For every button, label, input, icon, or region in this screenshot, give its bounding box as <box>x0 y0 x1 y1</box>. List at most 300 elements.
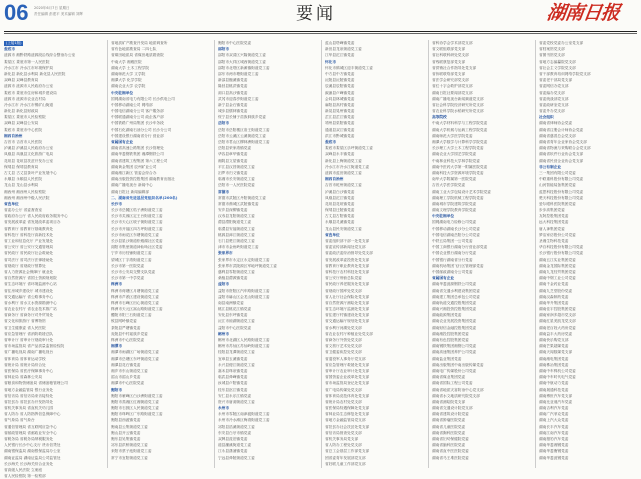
list-item: 湖南吉利汽车党委 <box>539 406 569 411</box>
section-heading: 湘西自治州 <box>4 133 23 138</box>
list-item: 湖南省民营企业协会党支部 <box>539 158 584 163</box>
list-item: 邵东市两市塘街道党工委 <box>218 71 259 76</box>
section-heading: 湘潭市 <box>111 344 123 349</box>
section-heading: 岳阳市 <box>218 121 230 126</box>
list-item: 省煤田地质局 省煤田地质勘查院 <box>111 53 164 58</box>
list-item: 省总工会基层工作部党支部 <box>325 449 370 454</box>
list-item: 永州市零陵区南津渡街道党工委 <box>218 412 270 417</box>
list-item: 蓝思科技股份有限公司党委 <box>539 189 584 194</box>
list-item: 湖南广播电视台新闻频道党支部 <box>432 96 484 101</box>
list-item: 城步县儒林镇党委 <box>218 109 248 114</box>
text-column <box>325 40 423 470</box>
list-item: 省粮食和物资储备局 省储备粮管理公司 <box>4 381 68 386</box>
list-item: 双峰县 双峰县教育局 <box>4 78 39 83</box>
list-item: 长沙市天心区坡子街街道党工委 <box>111 220 163 225</box>
list-item: 湖南有色控股集团党委 <box>432 338 469 342</box>
list-item: 省林业局生态修复处党支部 <box>325 412 370 417</box>
list-item: 湖南快乐购党支部 <box>539 338 569 342</box>
list-item: 桂东县沤江镇党委 <box>218 387 248 392</box>
text-column <box>218 40 316 470</box>
list-item: 湖南家润多超市党支部 <box>539 313 576 318</box>
list-item: 湘潭县花石镇党委 <box>111 362 141 367</box>
list-item: 望城区丁字湾街道党工委 <box>111 257 152 262</box>
list-item: 湖南省律师协会党委 <box>539 121 573 126</box>
list-item: 长沙市岳麓区桔子洲街道党工委 <box>111 208 163 213</box>
list-item: 湖南省高速公路集团 长沙管理处 <box>111 146 164 151</box>
list-item: 湖南上汽大众党委 <box>539 418 569 423</box>
section-heading: 娄底市 <box>4 47 16 52</box>
list-item: 中国电信湖南分公司 客户服务部 <box>111 109 164 114</box>
list-item: 湖南江南汽车党委 <box>539 430 569 435</box>
list-item: 湖南千金药业党委 <box>539 282 569 287</box>
list-item: 省发展改革委 省发展改革委项目办 <box>4 220 61 225</box>
list-item: 郴州市北湖区人民路街道党工委 <box>218 338 270 342</box>
list-item: 衡阳市石鼓区人民街道党工委 <box>111 406 159 411</box>
list-item: 汨罗市归义镇党委 <box>218 170 248 175</box>
list-item: 长沙海关 长沙海关综合业务处 <box>4 461 54 466</box>
list-item: 常宁市宜阳街道党工委 <box>111 455 148 460</box>
list-item: 湖南高速集团养护公司党委 <box>432 350 477 355</box>
list-item: 省委组织部干部一处党支部 <box>325 239 370 243</box>
list-item: 三一集团有限公司党委 <box>539 170 576 175</box>
list-item: 益阳市赫山区会龙山街道党工委 <box>218 294 270 299</box>
header-rule-thin <box>4 33 637 34</box>
list-item: 桃江县桃花江镇党委 <box>218 307 252 312</box>
list-item: 湖南证监局 湖南证监局公司监管处 <box>4 455 61 460</box>
list-item: 省文化和旅游厅 省博物馆 <box>4 319 46 324</box>
list-item: 省科技厅农村科技处党支部 <box>325 269 370 274</box>
list-item: 湖南省肿瘤医院党委 <box>432 418 466 423</box>
list-item: 省气象局 省气象台 <box>4 418 35 423</box>
section-heading: 省属国有企业 <box>432 276 455 281</box>
list-item: 沅陵县沅陵镇党委 <box>325 78 355 83</box>
list-item: 湘潭市雨湖区广场街道党工委 <box>111 350 159 355</box>
list-item: 湖南广播电视台 新闻中心 <box>111 183 153 188</box>
section-heading: 娄底市 <box>325 140 337 144</box>
list-item: 湖南大学机械与运载工程学院党委 <box>432 127 488 132</box>
section-heading: 郴州市 <box>218 331 230 336</box>
list-item: 麻阳县高村镇党委 <box>325 102 355 107</box>
list-item: 娄星区 娄底市第一人民医院 <box>4 59 50 64</box>
text-column <box>539 40 637 470</box>
list-item: 汉寿县龙阳街道党工委 <box>218 214 255 219</box>
list-item: 常德市鼎城区武陵镇党委 <box>218 201 259 206</box>
section-heading: 省直单位 <box>4 201 19 206</box>
list-item: 靖州县渠阳镇党委 <box>325 121 355 126</box>
list-item: 湖南师范大学医学院党委 <box>432 133 473 138</box>
list-item: 洪江市黔城镇党委 <box>325 133 355 138</box>
list-item: 涟源市 湘黔铁路涟源段沿线综合整治办公室 <box>4 53 76 58</box>
date-line: 2020年6月7日 星期日 <box>34 6 70 10</box>
list-item: 省红十字会救护部党支部 <box>432 84 473 89</box>
list-item: 唐人神集团党委 <box>539 226 565 231</box>
list-item: 湖南农业发展投资集团党委 <box>432 319 477 324</box>
list-item: 湖南省慈善总会党支部 <box>539 133 576 138</box>
list-item: 湖南芒果超媒党委 <box>539 344 569 349</box>
list-item: 省信访局 省信访局来访接待处 <box>4 393 54 398</box>
list-item: 省应急管理厅 省消防救援总队 <box>4 331 54 336</box>
list-item: 双峰县 双峰县公安局 <box>4 121 39 126</box>
list-item: 武冈市迎春亭街道党工委 <box>218 96 259 101</box>
list-item: 省医保局 省医疗保障事务中心 <box>4 368 54 373</box>
list-item: 湖南华升集团党委 <box>539 300 569 305</box>
list-item: 双峰县永丰镇党委 <box>325 152 355 157</box>
list-item: 省退役军人事务厅党支部 <box>325 356 366 361</box>
list-item: 湖南五江实业集团党委 <box>539 257 576 262</box>
list-item: 省卫生健康委 省人民医院 <box>4 325 46 330</box>
list-item: 中联重科股份有限公司党委 <box>539 177 584 182</box>
list-item: 友阿控股集团党委 <box>539 214 569 219</box>
list-item: 湖南省建筑工程集团 第六工程公司 <box>111 158 168 163</box>
section-heading: 常德市 <box>218 189 230 194</box>
list-item: 省农业农村厅种植业处党支部 <box>325 331 373 336</box>
list-item: 湖南黄金集团 辰州矿业公司 <box>111 164 157 169</box>
list-item: 涟源市 涟源市农业农村局 <box>4 96 46 101</box>
list-item: 衡阳市中心医院党委 <box>218 41 252 45</box>
list-item: 省住建厅村镇建设处党支部 <box>325 313 370 318</box>
continued-tag: (上接1版) <box>6 41 22 45</box>
list-item: 省科技厅 省科技厅高新技术处 <box>4 232 54 237</box>
list-item: 长沙市雨花区东塘街道党工委 <box>111 232 159 237</box>
list-item: 湖南省交通设计院党支部 <box>432 406 473 411</box>
list-item: 湖南省直中医医院党委 <box>432 449 469 454</box>
list-item: 岳阳市岳阳楼区洛王街道党工委 <box>218 127 270 132</box>
list-item: 省工业和信息化厅 产业发展处 <box>4 239 54 243</box>
list-item: 省图书馆党支部 <box>539 53 565 58</box>
list-item: 嘉禾县珠泉镇党委 <box>218 368 248 373</box>
list-item: 楚天科技股份有限公司党委 <box>539 195 584 200</box>
list-item: 湖南建工集团总承包公司党委 <box>432 294 480 299</box>
list-item: 省地方金融监管局 银行业务处 <box>4 387 54 392</box>
list-item: 湖南科技大学资源环境学院党委 <box>432 170 484 175</box>
list-item: 湘潭市岳塘区东坪街道党工委 <box>111 356 159 361</box>
list-item: 衡阳市珠晖区广东路街道党工委 <box>111 412 163 417</box>
list-item: 湖南博世汽车党支部 <box>539 393 573 398</box>
list-item: 津市市金鱼岭街道党工委 <box>218 245 259 250</box>
list-item: 省妇联儿童工作部党支部 <box>325 461 366 466</box>
list-item: 邵阳市北塔区新滩镇街道党工委 <box>218 65 270 70</box>
list-item: 省广电局传媒处党支部 <box>325 387 362 392</box>
list-item: 省文联组联部党支部 <box>432 47 466 52</box>
list-item: 凤凰县 凤凰县文化旅游广电局 <box>4 152 54 157</box>
list-item: 临武县舜峰镇党委 <box>218 375 248 380</box>
list-item: 省财政厅国库处党支部 <box>325 288 362 293</box>
list-item: 湖南汉森制药党委 <box>539 294 569 299</box>
list-item: 益阳市中心医院党委 <box>218 325 252 330</box>
list-item: 平江县汉昌街道党工委 <box>218 164 255 169</box>
list-item: 湖南益丰大药房党委 <box>539 331 573 336</box>
list-item: 湖南日报社 新闻编辑部 <box>111 189 150 194</box>
list-item: 新田县龙泉街道党工委 <box>325 47 362 52</box>
list-item: 省公安厅 省公安厅交通管理局 <box>4 245 54 250</box>
list-item: 会同县林城镇党委 <box>325 96 355 101</box>
list-item: 石门县楚江街道党工委 <box>218 239 255 243</box>
list-item: 长沙银行股份有限公司党委 <box>539 251 584 256</box>
list-item: 中国石化湖南石油分公司 长沙分公司 <box>111 127 172 132</box>
list-item: 株洲市石峰区田心街道党工委 <box>111 300 159 305</box>
list-item: 江永县潇浦镇党委 <box>218 449 248 454</box>
list-item: 华容县章华镇党委 <box>218 152 248 157</box>
list-item: 江华县沱江镇党委 <box>325 53 355 58</box>
column-divider <box>428 40 429 468</box>
list-item: 省社科联科研处党支部 <box>432 53 469 58</box>
list-item: 湖南省软件行业协会党支部 <box>539 152 584 157</box>
list-item: 株洲市天元区嵩山路街道党工委 <box>111 307 163 312</box>
list-item: 湘西州 湘西州人民检察院 <box>4 189 46 194</box>
list-item: 长沙县星沙街道松雅湖社区党委 <box>111 239 163 243</box>
list-item: 临澧县安福街道党工委 <box>218 226 255 231</box>
list-item: 华自科技股份有限公司党委 <box>539 245 584 250</box>
list-item: 省广播电视局 湖南广播电视台 <box>4 350 54 355</box>
list-item: 耒阳市蔡子池街道党工委 <box>111 449 152 454</box>
list-item: 通道县双江镇党委 <box>325 127 355 132</box>
list-item: 湖南电广传媒股份公司党委 <box>432 368 477 373</box>
section-heading: 高等院校 <box>432 115 447 120</box>
list-item: 新化县上梅街道党工委 <box>325 158 362 163</box>
list-item: 衡阳市蒸湘区红湘街道党工委 <box>111 399 159 404</box>
list-item: 湖南省水文地质研究院党支部 <box>432 393 480 398</box>
list-item: 祁阳县浯溪街道党工委 <box>218 424 255 429</box>
list-item: 湖南出版投资控股集团 湖南教育出版社 <box>111 177 175 182</box>
section-heading: 衡阳市 <box>111 387 123 392</box>
list-item: 益阳市资阳区汽车路街道党工委 <box>218 288 270 293</box>
list-item: 省机关事务局党支部 <box>325 437 359 441</box>
list-item: 省社会主义学院党支部 <box>539 65 576 70</box>
list-item: 娄底市娄星区乐坪街道党工委 <box>325 146 373 151</box>
list-item: 省国资委企业改革处党支部 <box>325 375 370 380</box>
list-item: 省教育厅职业教育处党支部 <box>325 263 370 268</box>
list-item: 省农业农村厅 省农业技术推广站 <box>4 307 57 312</box>
list-item: 长沙市公安局交警支队党委 <box>111 269 156 274</box>
list-item: 圣湘生物科技党委 <box>539 239 569 243</box>
list-item: 韶山市韶山乡党委 <box>111 375 141 380</box>
list-item: 岳阳市云溪区云溪街道党工委 <box>218 133 266 138</box>
list-item: 湖南农业大学 农学院 <box>111 84 146 89</box>
column-divider <box>107 40 108 468</box>
list-item: 湖南钢铁集团湘钢公司党委 <box>432 344 477 349</box>
list-item: 省商务厅外资处党支部 <box>325 338 362 342</box>
list-item: 省发展改革委投资处党支部 <box>325 257 370 262</box>
section-heading: 湘西自治州 <box>325 177 344 182</box>
list-item: 湖南轨道交通控股集团党委 <box>432 300 477 305</box>
list-item: 梦洁家纺股份公司党委 <box>539 232 576 237</box>
section-heading: 怀化市 <box>325 59 337 64</box>
list-item: 省生态环境厅监测处党支部 <box>325 307 370 312</box>
list-item: 衡南县云集街道党工委 <box>111 424 148 429</box>
list-item: 郴州市苏仙区苏仙岭街道党工委 <box>218 344 270 349</box>
list-item: 省信访局督查处党支部 <box>325 430 362 435</box>
list-item: 省委政研室党支部 <box>539 102 569 107</box>
list-item: 湖南机场集团飞行区管理部党委 <box>432 263 484 268</box>
list-item: 张家界市永定区永定街道党工委 <box>218 257 270 262</box>
list-item: 龙山县民安街道党工委 <box>325 226 362 231</box>
list-item: 安乡县深柳镇党委 <box>218 208 248 213</box>
list-item: 娄星区 娄底市人民检察院 <box>4 115 46 120</box>
list-item: 湘阴县文星镇党委 <box>218 158 248 163</box>
list-item: 长沙市第一医院党委 <box>111 263 145 268</box>
list-item: 省医保局待遇保障处党支部 <box>325 406 370 411</box>
list-item: 凤凰县沱江镇党委 <box>325 195 355 200</box>
list-item: 湖南省测绘院党支部 <box>432 399 466 404</box>
list-item: 永顺县 永顺县人民医院 <box>4 177 43 182</box>
list-item: 湖南省胸科医院党委 <box>432 430 466 435</box>
list-item: 省科协学会学术部党支部 <box>432 41 473 45</box>
list-item: 省委编办党支部 <box>539 90 565 95</box>
list-item: 娄底市 娄底市中心医院 <box>4 127 43 132</box>
section-heading: 益阳市 <box>218 282 230 287</box>
list-item: 湖南广汽菲克党委 <box>539 412 569 417</box>
list-item: 湖南比亚迪汽车党委 <box>539 399 573 404</box>
list-item: 岳阳县荣家湾镇党委 <box>218 146 252 151</box>
list-item: 省机关事务局 省直机关幼儿园 <box>4 406 54 411</box>
section-heading: 省直单位 <box>325 232 340 237</box>
list-item: 山河智能装备集团党委 <box>539 183 576 188</box>
list-item: 湖南省青年企业家协会党支部 <box>539 140 587 144</box>
list-item: 株洲市芦淞区建设街道党工委 <box>111 294 159 299</box>
list-item: 湖南华菱钢铁集团 湘潭钢铁公司 <box>111 152 164 157</box>
list-item: 湖南银保监局 湖南银保监局办公室 <box>4 449 61 454</box>
list-item: 泸溪县白沙镇党委 <box>325 189 355 194</box>
list-item: 省侨联联络部党支部 <box>432 71 466 76</box>
list-item: 湖南省儿童医院党委 <box>432 424 466 429</box>
list-item: 国网湖南省电力有限公司 长沙供电公司 <box>111 96 175 101</box>
list-item: 中国建设银行湖南省分行 营业部 <box>111 133 164 138</box>
list-item: 中国工商银行湖南分行营业部党委 <box>432 245 488 250</box>
list-item: 桃源县漳江街道党工委 <box>218 232 255 237</box>
list-item: 古丈县 古丈县茶叶产业发展中心 <box>4 170 57 175</box>
list-item: 保靖县 保靖县教育局 <box>4 164 39 169</box>
list-item: 中国农业银行湖南分行党委 <box>432 251 477 256</box>
list-item: 湖南省交通水利建设集团党委 <box>432 288 480 293</box>
list-item: 娄底市 娄底市住房和城乡建设局 <box>4 90 57 95</box>
list-item: 省住房城乡建设厅 城市建设处 <box>4 288 54 293</box>
list-item: 永州市冷水滩区梅湾街道党工委 <box>218 418 270 423</box>
list-item: 安化县东坪镇党委 <box>218 313 248 318</box>
list-item: 湖南中医药大学第一附属医院党委 <box>432 164 488 169</box>
list-item: 湖南师范大学 文学院 <box>111 71 146 76</box>
editor-line: 责任编辑 彭建平 美术编辑 刘辉 <box>34 12 83 16</box>
list-item: 资兴市唐洞街道党工委 <box>218 399 255 404</box>
list-item: 吉首大学医学院党委 <box>432 183 466 188</box>
list-item: 炎陵县中村瑶族乡党委 <box>111 331 148 336</box>
list-item: 湖南湘电集团党委 <box>539 356 569 361</box>
list-item: 涟源市 涟源市人民政府办公室 <box>4 84 54 89</box>
list-item: 湖南老百姓大药房党委 <box>539 325 576 330</box>
list-item: 宁乡市历经铺街道党工委 <box>111 251 152 256</box>
list-item: 湖南华菱湘钢党委 <box>539 443 569 448</box>
list-item: 省审计厅农业审计处党支部 <box>325 368 370 373</box>
list-item: 新化县 新化县财政局 <box>4 109 39 114</box>
list-item: 新晃县晃州镇党委 <box>325 109 355 114</box>
list-item: 湖南九龙经贸集团党委 <box>539 269 576 274</box>
list-item: 新化县 新化县水利局 新化县人民医院 <box>4 71 66 76</box>
list-item: 长沙市开福区四方坪街道党工委 <box>111 226 163 231</box>
list-item: 省人社厅社会保险处党支部 <box>325 294 370 299</box>
list-item: 长沙理工大学土木工程学院党委 <box>432 146 484 151</box>
list-item: 保靖县迁陵镇党委 <box>325 208 355 213</box>
list-item: 湖南省地质灾害防治中心党支部 <box>432 387 484 392</box>
list-item: 湖南城市学院建筑学院党委 <box>432 201 477 206</box>
list-item: 慈利县零阳街道党工委 <box>218 269 255 274</box>
section-heading: 株洲市 <box>111 282 123 287</box>
list-item: 衡东县吴集镇党委 <box>111 437 141 441</box>
list-item: 中国联通湖南分公司 政企客户部 <box>111 115 164 120</box>
list-item: 湖南天闻数媒党支部 <box>539 350 573 355</box>
list-item: 湖南省煤业集团党委 <box>432 375 466 380</box>
list-item: 邵阳市双清区兴隆街道党工委 <box>218 53 266 58</box>
list-item: 湖南长丰汽车党委 <box>539 424 569 429</box>
list-item: 省委宣传部新闻处党支部 <box>325 245 366 250</box>
list-item: 湖南文理学院教育学院党委 <box>432 208 477 213</box>
list-item: 省邮政管理局 省邮政业安全中心 <box>4 430 57 435</box>
list-item: 衡阳县西渡镇党委 <box>111 418 141 423</box>
list-item: 湖南湘投控股集团党委 <box>432 331 469 336</box>
list-item: 湖南省注册会计师协会党委 <box>539 127 584 132</box>
list-item: 省公安厅刑侦总队党委 <box>325 276 362 281</box>
list-item: 省民政厅养老服务处党支部 <box>325 282 370 287</box>
list-item: 省干部教育培训网络学院党支部 <box>539 71 591 76</box>
list-item: 中国移动湖南公司 网络部 <box>111 102 153 107</box>
list-item: 省教育厅 省教育厅基础教育处 <box>4 226 54 231</box>
list-item: 省委党校党委办公室党支部 <box>539 41 584 45</box>
list-item: 省委网信办党支部 <box>539 84 569 89</box>
list-item: 湖南中烟工业公司党委 <box>539 276 576 281</box>
list-item: 湖南省脑科医院党委 <box>432 443 466 448</box>
list-item: 湖南出版集团中南出版传媒党委 <box>432 362 484 367</box>
list-item: 省体育局竞技体育处党支部 <box>325 393 370 398</box>
list-item: 怀化市鹤城区迎丰街道党工委 <box>325 65 373 70</box>
list-item: 沅江市琼湖街道党工委 <box>218 319 255 324</box>
list-item: 永兴县便江街道党工委 <box>218 362 255 367</box>
section-heading: 非公有制企业 <box>539 164 562 169</box>
list-item: 涟源市蓝田街道党工委 <box>325 170 362 175</box>
column-divider <box>535 40 536 468</box>
list-item: 绥宁县长铺子苗族侗族乡党委 <box>218 115 266 120</box>
list-item: 南县南洲镇党委 <box>218 300 244 305</box>
list-item: 花垣县花垣镇党委 <box>325 201 355 206</box>
list-item: 新邵县酿溪镇党委 <box>218 78 248 83</box>
list-item: 团省委青年发展部党支部 <box>325 455 366 460</box>
list-item: 湖南农业大学园艺学院党委 <box>432 152 477 157</box>
list-item: 省水利厅河湖处党支部 <box>325 325 362 330</box>
list-item: 湖南兴湘投资控股集团党委 <box>432 307 477 312</box>
list-item: 湖南日报社要闻部党支部 <box>432 90 473 95</box>
header-rule <box>4 31 637 32</box>
list-item: 泸溪县 泸溪县人民政府办公室 <box>4 146 54 151</box>
list-item: 安仁县永乐江镇党委 <box>218 393 252 398</box>
list-item: 花垣县 花垣县扶贫开发办公室 <box>4 158 54 163</box>
text-column <box>432 40 530 470</box>
list-item: 醴陵市阳三石街道党工委 <box>111 313 152 318</box>
list-item: 省税务局 省税务局纳税服务处 <box>4 437 54 441</box>
list-item: 省社会科学院经济研究所党支部 <box>432 102 484 107</box>
list-item: 中国银行湖南省分行党委 <box>432 257 473 262</box>
list-item: 冷水江市 冷水江市环境保护局 <box>4 65 54 70</box>
list-item: 省通信管理局 省互联网应急中心 <box>4 424 57 429</box>
masthead <box>0 0 641 40</box>
list-item: 湖南省物流与采购联合会党支部 <box>539 146 591 151</box>
list-item: 洞口县高沙镇党委 <box>218 90 248 95</box>
list-item: 宜章县玉溪镇党委 <box>218 356 248 361</box>
list-item: 省生态环境厅 省环境监测中心站 <box>4 282 57 287</box>
list-item: 宁远县舜陵街道党工委 <box>218 455 255 460</box>
section-heading: 中央驻湘单位 <box>432 214 455 219</box>
list-item: 湖南盐业集团党委 <box>432 356 462 361</box>
list-item: 人民银行长沙中心支行 货币信贷处 <box>4 443 61 448</box>
list-item: 衡阳市雁峰区白沙洲街道党工委 <box>111 393 163 398</box>
list-item: 道县濂溪街道党工委 <box>218 443 252 448</box>
list-item: 隆回县桃洪镇党委 <box>218 84 248 89</box>
